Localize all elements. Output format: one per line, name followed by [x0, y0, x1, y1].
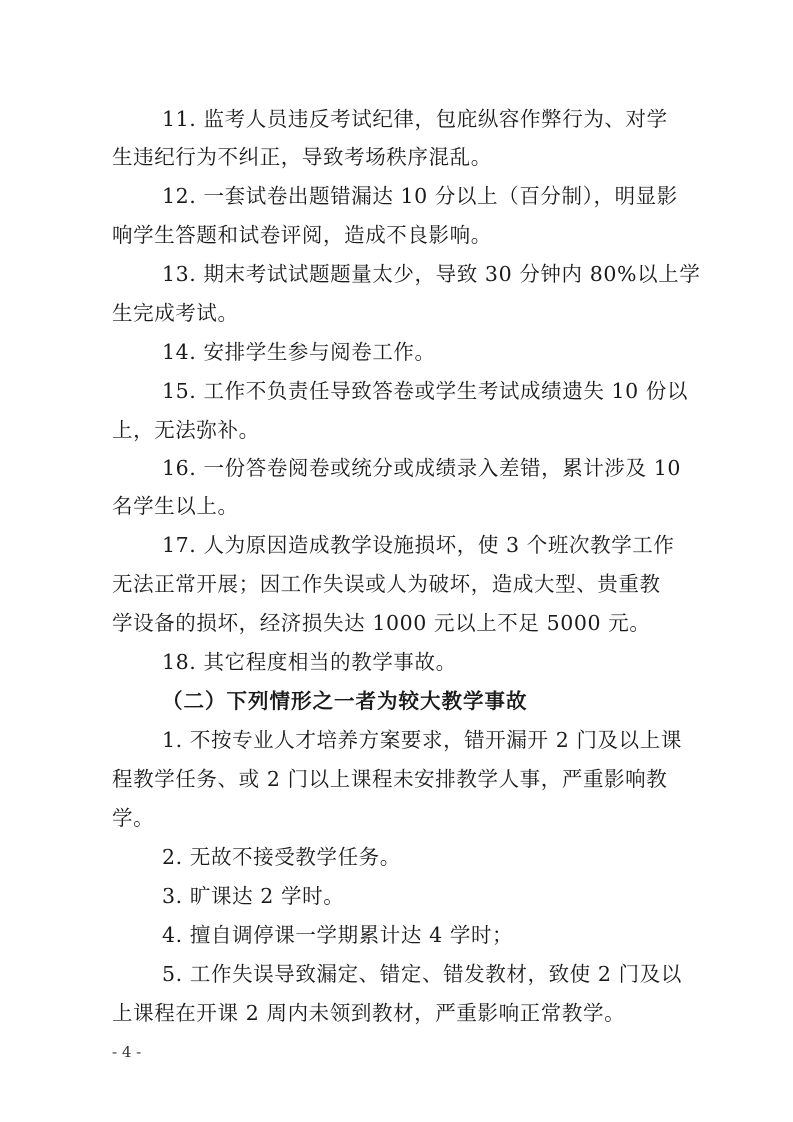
text-line: 学。 — [112, 806, 155, 830]
text-line: 4. 擅自调停课一学期累计达 4 学时； — [162, 923, 514, 947]
text-line: 学设备的损坏，经济损失达 1000 元以上不足 5000 元。 — [112, 611, 651, 635]
text-line: 18. 其它程度相当的教学事故。 — [162, 650, 457, 674]
text-line: 11. 监考人员违反考试纪律，包庇纵容作弊行为、对学 — [162, 107, 668, 131]
text-line: 14. 安排学生参与阅卷工作。 — [162, 340, 436, 364]
text-line: 响学生答题和试卷评阅，造成不良影响。 — [112, 223, 492, 247]
text-line: 17. 人为原因造成教学设施损坏，使 3 个班次教学工作 — [162, 533, 675, 557]
text-line: 13. 期末考试试题题量太少，导致 30 分钟内 80%以上学 — [162, 262, 701, 286]
text-line: 12. 一套试卷出题错漏达 10 分以上（百分制），明显影 — [162, 184, 678, 208]
section-heading: （二）下列情形之一者为较大教学事故 — [162, 689, 528, 713]
text-line: 15. 工作不负责任导致答卷或学生考试成绩遗失 10 份以 — [162, 379, 689, 403]
text-line: 上，无法弥补。 — [112, 418, 260, 442]
text-line: 5. 工作失误导致漏定、错定、错发教材，致使 2 门及以 — [162, 962, 682, 986]
text-line: 上课程在开课 2 周内未领到教材，严重影响正常教学。 — [112, 1001, 626, 1025]
text-line: 2. 无故不接受教学任务。 — [162, 845, 401, 869]
text-line: 生违纪行为不纠正，导致考场秩序混乱。 — [112, 145, 492, 169]
text-line: 程教学任务、或 2 门以上课程未安排教学人事，严重影响教 — [112, 767, 668, 791]
text-line: 名学生以上。 — [112, 494, 239, 518]
page-number: - 4 - — [112, 1043, 142, 1061]
text-line: 生完成考试。 — [112, 301, 239, 325]
text-line: 16. 一份答卷阅卷或统分或成绩录入差错，累计涉及 10 — [162, 456, 682, 480]
text-line: 1. 不按专业人才培养方案要求，错开漏开 2 门及以上课 — [162, 728, 682, 752]
text-line: 无法正常开展；因工作失误或人为破坏，造成大型、贵重教 — [112, 572, 661, 596]
text-line: 3. 旷课达 2 学时。 — [162, 884, 345, 908]
